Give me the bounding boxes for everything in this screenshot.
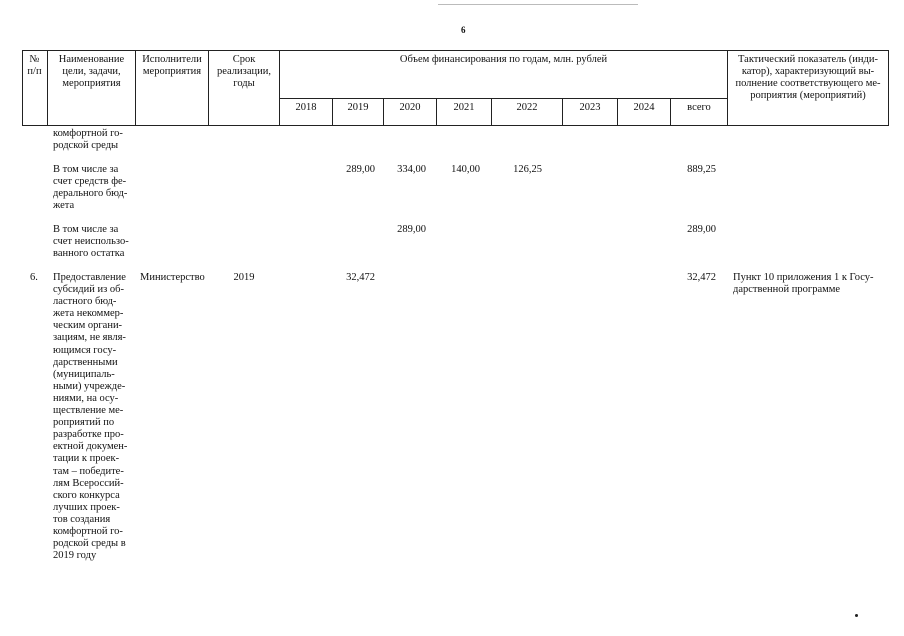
- header-term: Срок реализации, годы: [217, 54, 271, 89]
- header-year-2024: 2024: [633, 102, 655, 113]
- cell-term: 2019: [233, 272, 255, 283]
- header-num: № п/п: [27, 54, 42, 77]
- row-name: В том числе за счет неиспользо- ванного остатка: [53, 224, 129, 259]
- header-funding: Объем финансирования по годам, млн. рублей: [399, 54, 608, 65]
- cell-total: 289,00: [687, 224, 716, 235]
- header-year-2023: 2023: [579, 102, 601, 113]
- continuation-name: комфортной го- родской среды: [53, 128, 123, 151]
- header-year-2020: 2020: [399, 102, 421, 113]
- page-number: 6: [461, 25, 466, 35]
- cell-2022: 126,25: [513, 164, 542, 175]
- header-year-2021: 2021: [453, 102, 475, 113]
- header-year-2019: 2019: [347, 102, 369, 113]
- cell-total: 32,472: [687, 272, 716, 283]
- header-rule: [438, 4, 638, 5]
- header-year-2022: 2022: [516, 102, 538, 113]
- cell-executor: Министерство: [140, 272, 205, 283]
- cell-2019: 289,00: [346, 164, 375, 175]
- cell-2021: 140,00: [451, 164, 480, 175]
- cell-2019: 32,472: [346, 272, 375, 283]
- cell-2020: 289,00: [397, 224, 426, 235]
- header-indicator: Тактический показатель (инди- катор), характеризующий вы- полнение соответствующего ме- роприятия (мероприятий): [735, 54, 881, 101]
- cell-2020: 334,00: [397, 164, 426, 175]
- header-year-2018: 2018: [295, 102, 317, 113]
- header-name: Наименование цели, задачи, мероприятия: [58, 54, 125, 89]
- cell-total: 889,25: [687, 164, 716, 175]
- header-executors: Исполнители мероприятия: [142, 54, 202, 77]
- row-name: Предоставление субсидий из об- ластного бюд- жета некоммер- ческим органи- зациям, не явля- ющимся госу- дарственными (муниципаль- ными) учрежде- ниями, на осу- ществление ме- роприятий по разработке про- ектной докумен- тации к проек- там – победите- лям Всероссий- ского конкурса лучших проек- тов создания комфортной го- родской среды в 2019 году: [53, 272, 128, 562]
- row-name: В том числе за счет средств фе- дерального бюд- жета: [53, 164, 128, 211]
- header-year-total: всего: [687, 102, 711, 113]
- cell-indicator: Пункт 10 приложения 1 к Госу- дарственной программе: [733, 272, 874, 295]
- scan-speck: [855, 614, 858, 617]
- row-number: 6.: [30, 272, 38, 283]
